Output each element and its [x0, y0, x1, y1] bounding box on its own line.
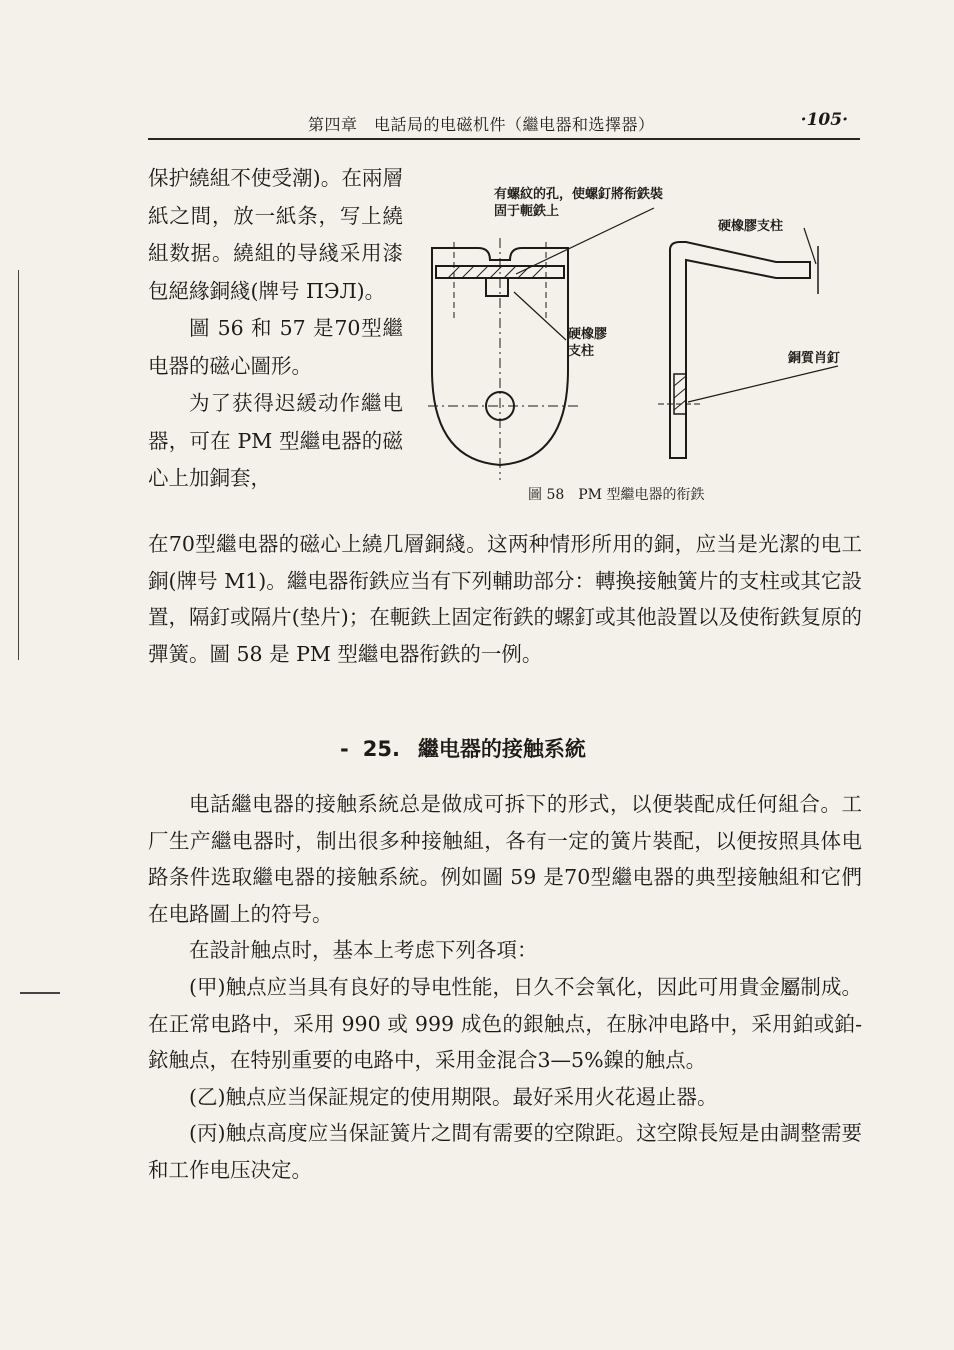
- side-column-text: [148, 160, 403, 498]
- section-heading: [340, 733, 586, 763]
- figure-caption: 圖 58 PM 型繼电器的衔鉄: [528, 487, 705, 503]
- body-paragraph: 电話繼电器的接触系統总是做成可拆下的形式，以便裝配成任何組合。工厂生产繼电器时，制出很多种接触組，各有一定的簧片裝配，以便按照具体电路条件选取繼电器的接触系統。例如圖 59 是70型繼电器的典型接触組和它們在电路圖上的符号。: [148, 792, 862, 926]
- page-number: ·105·: [800, 110, 848, 130]
- body-paragraph: 在設計触点时，基本上考虑下列各項：: [189, 938, 538, 963]
- heading-dash: -: [340, 737, 349, 761]
- section-title: 繼电器的接触系統: [417, 737, 586, 761]
- side-paragraph: 圖 56 和 57 是70型繼电器的磁心圖形。: [148, 316, 403, 378]
- rubber-post-left: [486, 278, 508, 296]
- running-header: [148, 108, 860, 140]
- side-paragraph: 保护繞組不使受潮)。在兩層紙之間，放一紙条，写上繞組数据。繞組的导綫采用漆包絕緣銅綫(牌号 ПЭЛ)。: [148, 166, 403, 303]
- label-threaded-hole: 有螺紋的孔，使螺釘將衔鉄裝固于軛鉄上: [494, 187, 664, 219]
- continuation-text: [148, 526, 862, 672]
- figure-58: [418, 180, 868, 510]
- label-hard-rubber-post-right: 硬橡膠支柱: [718, 219, 784, 234]
- chapter-title: 第四章 电話局的电磁机件（繼电器和选擇器）: [308, 115, 655, 134]
- scan-edge-line: [18, 270, 19, 660]
- label-copper-rivet: 銅質肖釘: [788, 351, 841, 366]
- scan-edge-mark: [20, 992, 60, 994]
- side-paragraph: 为了获得迟緩动作繼电器，可在 PM 型繼电器的磁心上加銅套，: [148, 391, 403, 490]
- label-hard-rubber-post-left: 硬橡膠支柱: [568, 327, 608, 359]
- body-paragraph: (甲)触点应当具有良好的导电性能，日久不会氧化，因此可用貴金屬制成。在正常电路中，采用 990 或 999 成色的銀触点，在脉冲电路中，采用鉑或鉑-銥触点，在特别重要的电路中，采用金混合3—5%鎳的触点。: [148, 974, 862, 1073]
- body-paragraph: (乙)触点应当保証規定的使用期限。最好采用火花遏止器。: [189, 1084, 718, 1109]
- body-paragraph: (丙)触点高度应当保証簧片之間有需要的空隙距。这空隙長短是由調整需要和工作电压决定。: [148, 1121, 862, 1182]
- continuation-paragraph: 在70型繼电器的磁心上繞几層銅綫。这两种情形所用的銅，应当是光潔的电工銅(牌号 M1)。繼电器衔鉄应当有下列輔助部分：轉換接触簧片的支柱或其它設置，隔釘或隔片(垫片)；在軛鉄上固定衔鉄的螺釘或其他設置以及使衔鉄复原的彈簧。圖 58 是 PM 型繼电器衔鉄的一例。: [148, 532, 862, 666]
- section-number: 25.: [362, 737, 400, 761]
- section-body: [148, 786, 862, 1189]
- armature-drawing: [418, 180, 868, 480]
